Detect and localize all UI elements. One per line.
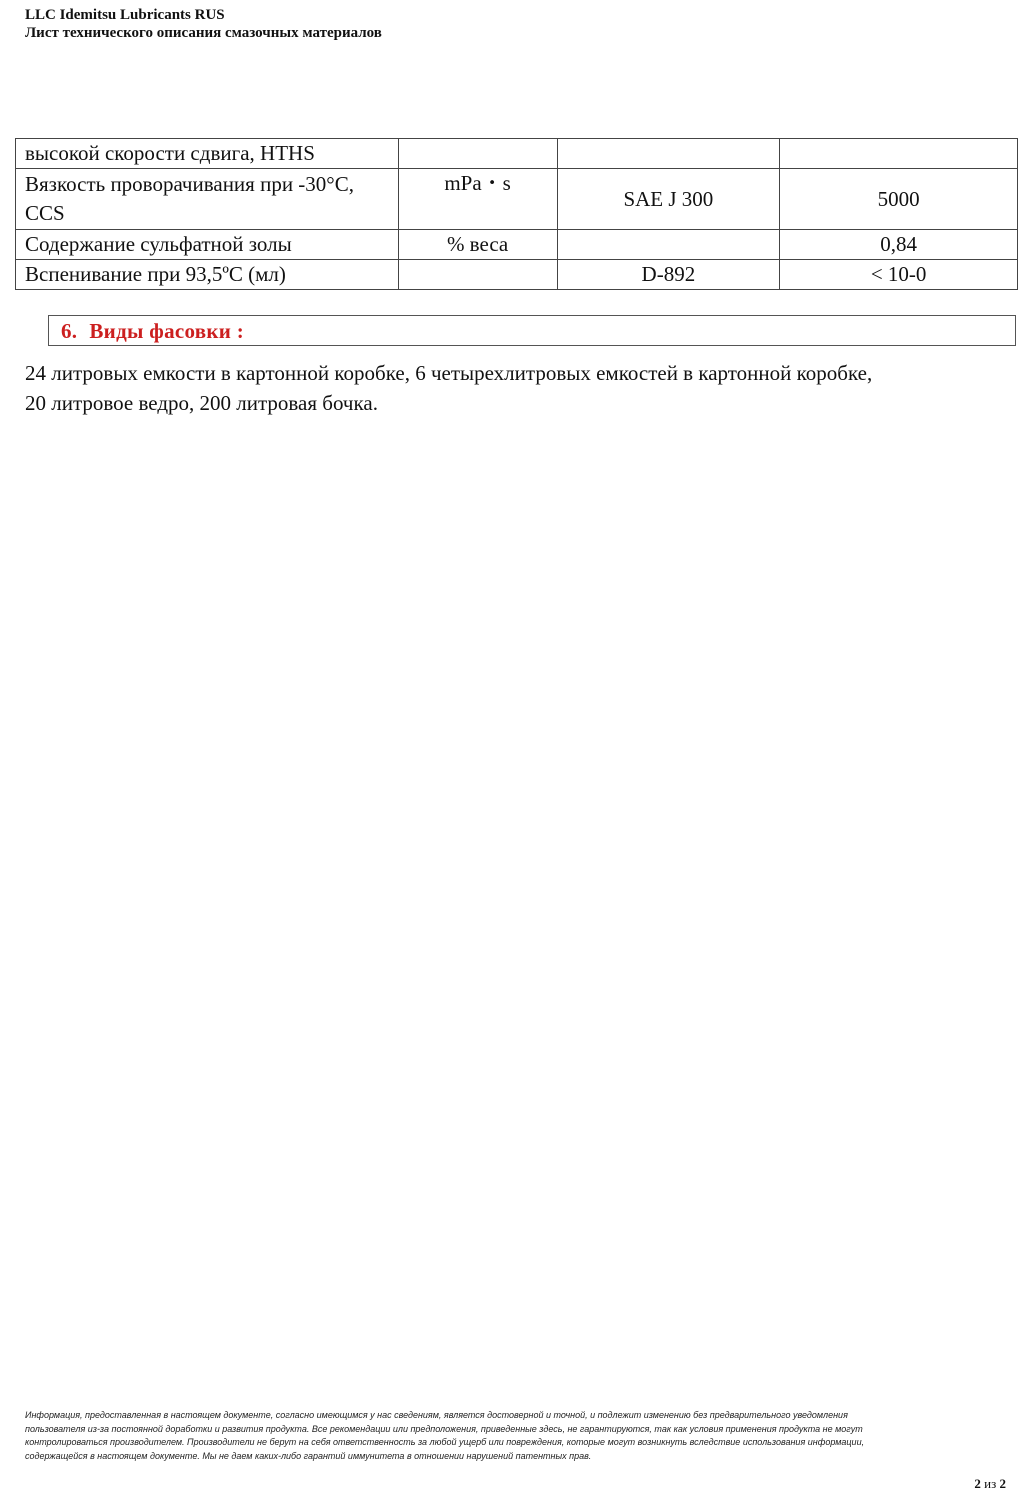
- packaging-text: [25, 358, 1015, 418]
- section-number: 6.: [61, 319, 78, 343]
- value-cell: 5000: [780, 169, 1018, 230]
- value-cell: < 10-0: [780, 260, 1018, 290]
- page-number: [974, 1476, 1006, 1492]
- value-cell: 0,84: [780, 230, 1018, 260]
- section-heading: [61, 319, 244, 344]
- property-cell: высокой скорости сдвига, HTHS: [16, 139, 399, 169]
- property-cell: Содержание сульфатной золы: [16, 230, 399, 260]
- table-row: [16, 230, 1018, 260]
- disclaimer-line: содержащейся в настоящем документе. Мы не даем каких-либо гарантий иммунитета в отношении нарушений патентных прав.: [25, 1450, 592, 1461]
- method-cell: D-892: [557, 260, 780, 290]
- unit-cell: [398, 260, 557, 290]
- disclaimer-line: Информация, предоставленная в настоящем документе, согласно имеющимся у нас сведениям, является достоверной и точной, и подлежит изменению без предварительного уведомления: [25, 1410, 848, 1420]
- properties-table: [15, 138, 1018, 290]
- document-header: [25, 6, 382, 42]
- unit-cell: % веса: [398, 230, 557, 260]
- unit-cell: [398, 139, 557, 169]
- method-cell: SAE J 300: [557, 169, 780, 230]
- value-cell: [780, 139, 1018, 169]
- unit-cell: mPa・s: [398, 169, 557, 230]
- disclaimer-line: пользователя из-за постоянной доработки и развития продукта. Все рекомендации или предположения, приведенные здесь, не гарантируются, так как условия применения продукта не могут: [25, 1423, 863, 1434]
- page-total: 2: [999, 1476, 1006, 1491]
- page-current: 2: [974, 1476, 981, 1491]
- packaging-line: 24 литровых емкости в картонной коробке, 6 четырехлитровых емкостей в картонной коробке,: [25, 361, 873, 385]
- document-subtitle: Лист технического описания смазочных материалов: [25, 25, 382, 41]
- property-cell: Вязкость проворачивания при -30°C, CCS: [16, 169, 399, 230]
- method-cell: [557, 230, 780, 260]
- footer-disclaimer: [25, 1409, 1010, 1463]
- section-heading-box: [48, 315, 1016, 346]
- table-row: [16, 260, 1018, 290]
- method-cell: [557, 139, 780, 169]
- page-of-label: из: [984, 1476, 997, 1491]
- company-name: LLC Idemitsu Lubricants RUS: [25, 7, 225, 23]
- section-title: Виды фасовки :: [89, 319, 245, 343]
- property-cell: Вспенивание при 93,5ºС (мл): [16, 260, 399, 290]
- table-row: [16, 169, 1018, 230]
- packaging-line: 20 литровое ведро, 200 литровая бочка.: [25, 391, 378, 415]
- table-row: [16, 139, 1018, 169]
- disclaimer-line: контролироваться производителем. Производители не берут на себя ответственность за любой ущерб или повреждения, которые могут возникнуть вследствие использования информации,: [25, 1437, 865, 1447]
